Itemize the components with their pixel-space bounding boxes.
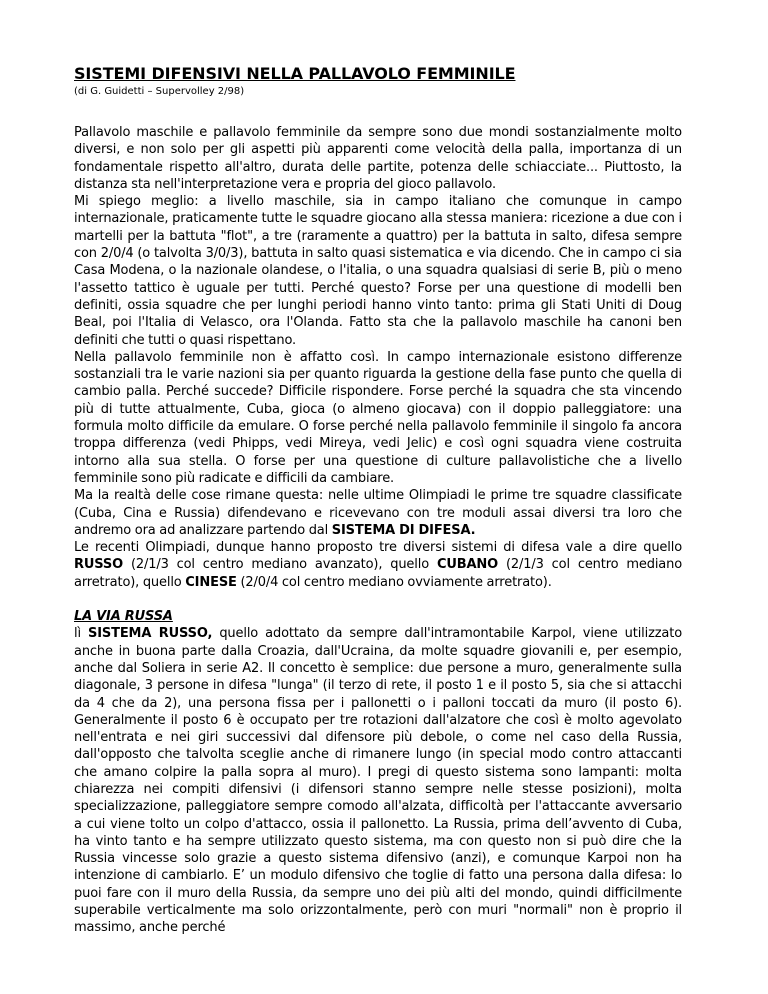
paragraph-male-volley: Mi spiego meglio: a livello maschile, sia in campo italiano che comunque in campo internazionale, praticamente tutte le squadre giocano alla stessa maniera: ricezione a due con i martelli per la battuta "flot", a tre (raramente a quattro) per la battuta in salto, difesa sempre con 2/0/4 (o talvolta 3/0/3), battuta in salto quasi sistematica e via dicendo. Che in campo ci sia Casa Modena, o la nazionale olandese, o l'italia, o una squadra qualsiasi di serie B, più o meno l'assetto tattico è uguale per tutti. Perché questo? Forse per una questione di modelli ben definiti, ossia squadre che per lunghi periodi hanno vinto tanto: prima gli Stati Uniti di Doug Beal, poi l'Italia di Velasco, ora l'Olanda. Fatto sta che la pallavolo maschile ha canoni ben definiti che tutti o quasi rispettano. bbox=[74, 194, 682, 348]
system-cinese-desc: (2/0/4 col centro mediano ovviamente arretrato). bbox=[236, 574, 552, 590]
system-cinese-label: CINESE bbox=[185, 574, 237, 590]
paragraph-olympics-text: Ma la realtà delle cose rimane questa: nelle ultime Olimpiadi le prime tre squadre classificate (Cuba, Cina e Russia) difendevano e ricevevano con tre moduli assai diversi tra loro che andremo ora ad analizzare partendo dal bbox=[74, 488, 682, 538]
paragraph-female-volley: Nella pallavolo femminile non è affatto così. In campo internazionale esistono differenze sostanziali tra le varie nazioni sia per quanto riguarda la gestione della fase punto che quella di cambio palla. Perché succede? Difficile rispondere. Forse perché la squadra che sta vincendo più di tutte attualmente, Cuba, gioca (o almeno giocava) con il doppio palleggiatore: una formula molto difficile da emulare. O forse perché nella pallavolo femminile il singolo fa ancora troppa differenza (vedi Phipps, vedi Mireya, vedi Jelic) e così ogni squadra viene costruita intorno alla sua stella. O forse per una questione di culture pallavolistiche che a livello femminile sono più radicate e difficili da cambiare. bbox=[74, 349, 682, 486]
via-russa-lead: lì bbox=[74, 626, 88, 642]
document-body bbox=[74, 124, 682, 937]
system-russo-desc: (2/1/3 col centro mediano avanzato), quello bbox=[123, 557, 437, 573]
section-heading-via-russa: LA VIA RUSSA bbox=[74, 609, 173, 625]
via-russa-lead-bold: SISTEMA RUSSO, bbox=[88, 626, 213, 642]
paragraph-olympics bbox=[74, 487, 682, 539]
via-russa-text: quello adottato da sempre dall'intramontabile Karpol, viene utilizzato anche in buona parte dalla Croazia, dall'Ucraina, da molte squadre giovanili e, per esempio, anche dal Soliera in serie A2. Il concetto è semplice: due persone a muro, generalmente sulla diagonale, 3 persone in difesa "lunga" (il terzo di rete, il posto 1 e il posto 5, sia che si attacchi da 4 che da 2), una persona fissa per i pallonetti o i palloni toccati da muro (il posto 6). Generalmente il posto 6 è occupato per tre rotazioni dall'alzatore che così è molto agevolato nell'entrata e nei giri successivi dal difensore più debole, o come nel caso della Russia, dall'opposto che talvolta sceglie anche di rimanere lungo (in special modo contro attaccanti che amano colpire la palla sopra al muro). I pregi di questo sistema sono lampanti: molta chiarezza nei compiti difensivi (i difensori stanno sempre nelle stesse posizioni), molta specializzazione, palleggiatore sempre comodo all'alzata, difficoltà per l'attaccante avversario a cui viene tolto un colpo d'attacco, ossia il pallonetto. La Russia, prima dell’avvento di Cuba, ha vinto tanto e ha sempre utilizzato questo sistema, ma con questo non si può dire che la Russia vincesse solo grazie a questo sistema difensivo (anzi), e comunque Karpoi non ha intenzione di cambiarlo. E’ un modulo difensivo che toglie di fatto una persona dalla difesa: lo puoi fare con il muro della Russia, da sempre uno dei più alti del mondo, quindi difficilmente superabile verticalmente ma solo orizzontalmente, però con muri "normali" non è proprio il massimo, anche perché bbox=[74, 626, 682, 936]
paragraph-via-russa bbox=[74, 625, 682, 936]
document-title: SISTEMI DIFENSIVI NELLA PALLAVOLO FEMMINILE bbox=[74, 64, 516, 83]
system-russo-label: RUSSO bbox=[74, 557, 124, 573]
paragraph-olympics-bold: SISTEMA DI DIFESA. bbox=[331, 522, 476, 538]
systems-intro: Le recenti Olimpiadi, dunque hanno proposto tre diversi sistemi di difesa vale a dire quello bbox=[74, 540, 682, 556]
paragraph-systems bbox=[74, 539, 682, 591]
paragraph-intro: Pallavolo maschile e pallavolo femminile da sempre sono due mondi sostanzialmente molto diversi, e non solo per gli aspetti più apparenti come velocità della palla, importanza di un fondamentale rispetto all'altro, durata delle partite, potenza delle schiacciate... Piuttosto, la distanza sta nell'interpretazione vera e propria del gioco pallavolo. bbox=[74, 125, 682, 192]
system-cubano-label: CUBANO bbox=[436, 557, 499, 573]
system-cubano-desc: (2/1/3 col centro mediano arretrato), quello bbox=[74, 557, 682, 590]
document-byline: (di G. Guidetti – Supervolley 2/98) bbox=[74, 86, 245, 97]
